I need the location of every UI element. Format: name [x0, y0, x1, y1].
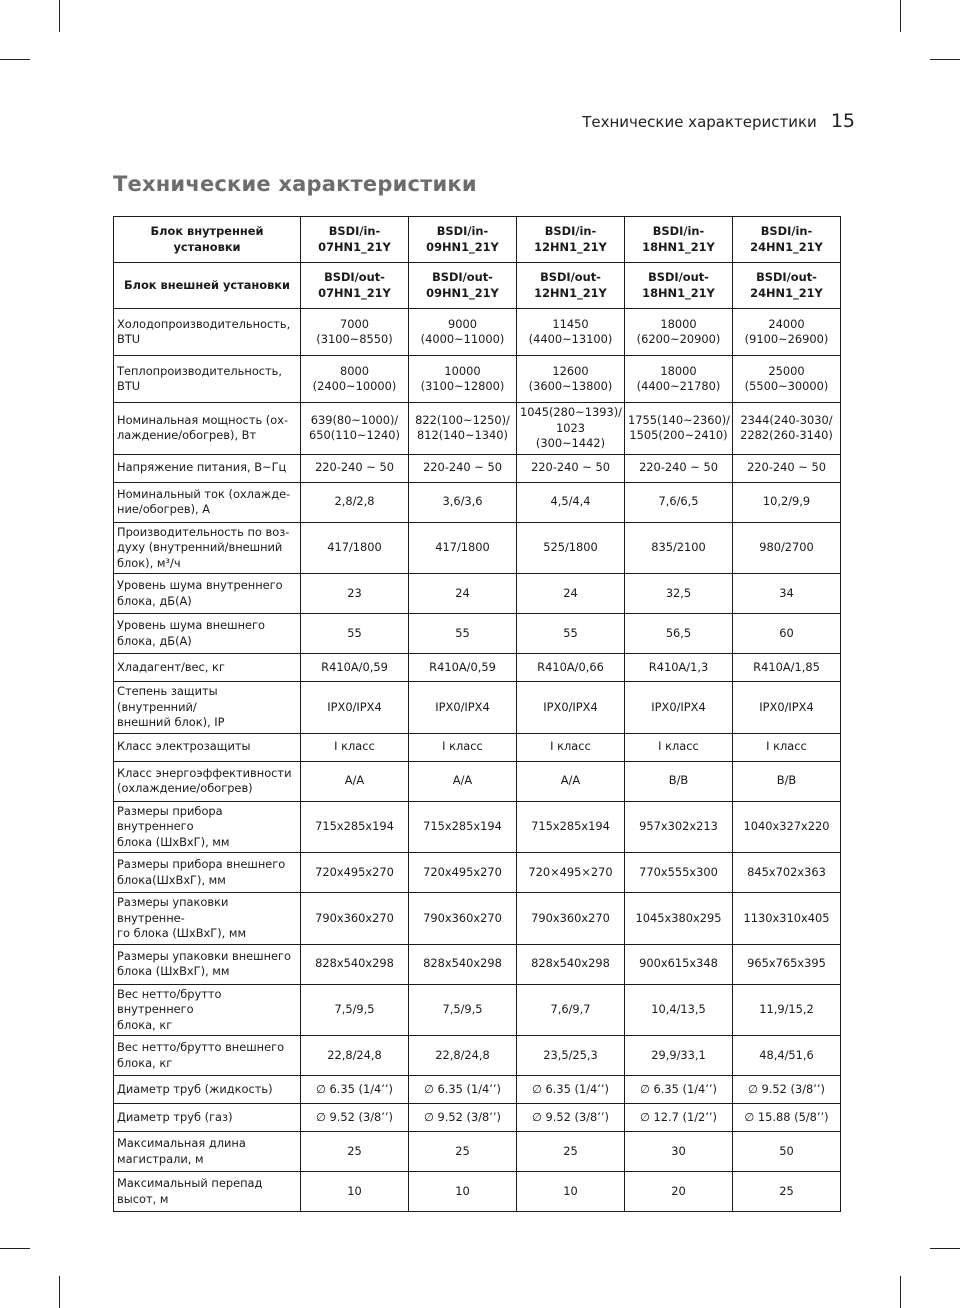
row-label: Диаметр труб (жидкость) [114, 1076, 301, 1104]
crop-mark [0, 1248, 30, 1249]
value-cell: 10 [409, 1172, 517, 1212]
row-label: Вес нетто/брутто внешнего блока, кг [114, 1036, 301, 1076]
value-cell: A/A [301, 761, 409, 801]
row-label: Уровень шума внешнего блока, дБ(А) [114, 614, 301, 654]
table-row [114, 801, 841, 853]
value-cell: 845x702x363 [733, 853, 841, 893]
value-cell: 220-240 ~ 50 [733, 454, 841, 482]
model-cell: BSDI/out- 18HN1_21Y [625, 263, 733, 309]
value-cell: IPX0/IPX4 [733, 682, 841, 734]
row-label: Размеры прибора внешнего блока(ШхВхГ), мм [114, 853, 301, 893]
value-cell: 828x540x298 [301, 944, 409, 984]
row-label: Размеры упаковки внешнего блока (ШхВхГ), мм [114, 944, 301, 984]
value-cell: 828x540x298 [409, 944, 517, 984]
value-cell: 24 [409, 574, 517, 614]
spec-table-body [114, 217, 841, 1212]
value-cell: 55 [301, 614, 409, 654]
value-cell: 7,5/9,5 [301, 984, 409, 1036]
value-cell: 23 [301, 574, 409, 614]
value-cell: 715x285x194 [301, 801, 409, 853]
crop-mark [900, 1276, 901, 1308]
row-label: Максимальная длина магистрали, м [114, 1132, 301, 1172]
row-label: Вес нетто/брутто внутреннего блока, кг [114, 984, 301, 1036]
value-cell: 10000 (3100~12800) [409, 356, 517, 403]
value-cell: 7,6/9,7 [517, 984, 625, 1036]
value-cell: 965x765x395 [733, 944, 841, 984]
value-cell: 55 [409, 614, 517, 654]
page-title: Технические характеристики [113, 172, 477, 196]
value-cell: 7,5/9,5 [409, 984, 517, 1036]
value-cell: 56,5 [625, 614, 733, 654]
value-cell: 29,9/33,1 [625, 1036, 733, 1076]
value-cell: 770x555x300 [625, 853, 733, 893]
value-cell: ∅ 6.35 (1/4’’) [517, 1076, 625, 1104]
value-cell: 10,2/9,9 [733, 482, 841, 522]
value-cell: 220-240 ~ 50 [517, 454, 625, 482]
value-cell: R410A/1,3 [625, 654, 733, 682]
value-cell: 715x285x194 [517, 801, 625, 853]
crop-mark [59, 1276, 60, 1308]
value-cell: ∅ 6.35 (1/4’’) [301, 1076, 409, 1104]
header-section-title: Технические характеристики [582, 113, 817, 131]
value-cell: 18000 (6200~20900) [625, 309, 733, 356]
value-cell: IPX0/IPX4 [625, 682, 733, 734]
value-cell: 7000 (3100~8550) [301, 309, 409, 356]
value-cell: 7,6/6,5 [625, 482, 733, 522]
value-cell: 10 [517, 1172, 625, 1212]
table-row [114, 984, 841, 1036]
value-cell: 10 [301, 1172, 409, 1212]
value-cell: ∅ 6.35 (1/4’’) [409, 1076, 517, 1104]
value-cell: I класс [301, 733, 409, 761]
value-cell: 2344(240-3030/ 2282(260-3140) [733, 403, 841, 455]
value-cell: 10,4/13,5 [625, 984, 733, 1036]
table-row [114, 454, 841, 482]
value-cell: 22,8/24,8 [301, 1036, 409, 1076]
row-label: Класс энергоэффективности (охлаждение/обогрев) [114, 761, 301, 801]
value-cell: 3,6/3,6 [409, 482, 517, 522]
value-cell: 957x302x213 [625, 801, 733, 853]
value-cell: 24000 (9100~26900) [733, 309, 841, 356]
model-cell: BSDI/out- 12HN1_21Y [517, 263, 625, 309]
value-cell: 720x495x270 [409, 853, 517, 893]
value-cell: ∅ 12.7 (1/2’’) [625, 1104, 733, 1132]
row-label: Холодопроизводительность, BTU [114, 309, 301, 356]
value-cell: ∅ 9.52 (3/8’’) [517, 1104, 625, 1132]
value-cell: 23,5/25,3 [517, 1036, 625, 1076]
model-cell: BSDI/in- 24HN1_21Y [733, 217, 841, 263]
value-cell: IPX0/IPX4 [517, 682, 625, 734]
value-cell: 1755(140~2360)/ 1505(200~2410) [625, 403, 733, 455]
model-cell: BSDI/in- 07HN1_21Y [301, 217, 409, 263]
value-cell: 639(80~1000)/ 650(110~1240) [301, 403, 409, 455]
value-cell: ∅ 15.88 (5/8’’) [733, 1104, 841, 1132]
table-row [114, 1104, 841, 1132]
value-cell: 835/2100 [625, 522, 733, 574]
row-label: Степень защиты (внутренний/ внешний блок), IP [114, 682, 301, 734]
crop-mark [930, 59, 960, 60]
value-cell: 11,9/15,2 [733, 984, 841, 1036]
value-cell: R410A/1,85 [733, 654, 841, 682]
value-cell: 25 [409, 1132, 517, 1172]
spec-table [113, 216, 841, 1212]
value-cell: 900x615x348 [625, 944, 733, 984]
value-cell: 1045(280~1393)/ 1023 (300~1442) [517, 403, 625, 455]
row-label: Класс электрозащиты [114, 733, 301, 761]
value-cell: 8000 (2400~10000) [301, 356, 409, 403]
value-cell: R410A/0,59 [409, 654, 517, 682]
value-cell: I класс [409, 733, 517, 761]
table-row [114, 682, 841, 734]
model-cell: BSDI/in- 12HN1_21Y [517, 217, 625, 263]
row-label: Диаметр труб (газ) [114, 1104, 301, 1132]
value-cell: 790x360x270 [409, 893, 517, 945]
value-cell: R410A/0,59 [301, 654, 409, 682]
row-label: Уровень шума внутреннего блока, дБ(А) [114, 574, 301, 614]
table-row [114, 1132, 841, 1172]
row-label: Хладагент/вес, кг [114, 654, 301, 682]
table-row [114, 733, 841, 761]
value-cell: 25000 (5500~30000) [733, 356, 841, 403]
value-cell: 12600 (3600~13800) [517, 356, 625, 403]
value-cell: 50 [733, 1132, 841, 1172]
value-cell: 1045x380x295 [625, 893, 733, 945]
value-cell: 525/1800 [517, 522, 625, 574]
value-cell: 220-240 ~ 50 [301, 454, 409, 482]
model-cell: BSDI/out- 07HN1_21Y [301, 263, 409, 309]
value-cell: 790x360x270 [301, 893, 409, 945]
value-cell: 60 [733, 614, 841, 654]
value-cell: 790x360x270 [517, 893, 625, 945]
value-cell: 1040x327x220 [733, 801, 841, 853]
row-label: Номинальная мощность (ох- лаждение/обогрев), Вт [114, 403, 301, 455]
table-row [114, 893, 841, 945]
value-cell: 34 [733, 574, 841, 614]
value-cell: 4,5/4,4 [517, 482, 625, 522]
value-cell: I класс [517, 733, 625, 761]
value-cell: ∅ 9.52 (3/8’’) [733, 1076, 841, 1104]
value-cell: A/A [517, 761, 625, 801]
value-cell: 30 [625, 1132, 733, 1172]
value-cell: 22,8/24,8 [409, 1036, 517, 1076]
value-cell: 417/1800 [301, 522, 409, 574]
value-cell: 32,5 [625, 574, 733, 614]
row-label: Максимальный перепад высот, м [114, 1172, 301, 1212]
value-cell: ∅ 9.52 (3/8’’) [301, 1104, 409, 1132]
crop-mark [59, 0, 60, 32]
table-row [114, 309, 841, 356]
value-cell: 417/1800 [409, 522, 517, 574]
value-cell: I класс [733, 733, 841, 761]
value-cell: 720x495x270 [301, 853, 409, 893]
header-label-indoor: Блок внутренней установки [114, 217, 301, 263]
model-cell: BSDI/out- 24HN1_21Y [733, 263, 841, 309]
value-cell: IPX0/IPX4 [409, 682, 517, 734]
value-cell: 25 [733, 1172, 841, 1212]
model-cell: BSDI/in- 18HN1_21Y [625, 217, 733, 263]
row-label: Производительность по воз- духу (внутренний/внешний блок), м³/ч [114, 522, 301, 574]
value-cell: R410A/0,66 [517, 654, 625, 682]
value-cell: 2,8/2,8 [301, 482, 409, 522]
table-row [114, 403, 841, 455]
row-label: Теплопроизводительность, BTU [114, 356, 301, 403]
value-cell: B/B [625, 761, 733, 801]
value-cell: 48,4/51,6 [733, 1036, 841, 1076]
value-cell: 25 [301, 1132, 409, 1172]
value-cell: 828x540x298 [517, 944, 625, 984]
value-cell: 24 [517, 574, 625, 614]
table-row [114, 761, 841, 801]
value-cell: 1130x310x405 [733, 893, 841, 945]
table-row [114, 654, 841, 682]
table-header-row-outdoor [114, 263, 841, 309]
table-row [114, 944, 841, 984]
value-cell: B/B [733, 761, 841, 801]
value-cell: 220-240 ~ 50 [409, 454, 517, 482]
table-row [114, 853, 841, 893]
value-cell: 980/2700 [733, 522, 841, 574]
row-label: Размеры прибора внутреннего блока (ШхВхГ), мм [114, 801, 301, 853]
row-label: Напряжение питания, В~Гц [114, 454, 301, 482]
value-cell: 220-240 ~ 50 [625, 454, 733, 482]
table-row [114, 1036, 841, 1076]
running-header [582, 110, 855, 132]
value-cell: ∅ 6.35 (1/4’’) [625, 1076, 733, 1104]
value-cell: 715x285x194 [409, 801, 517, 853]
value-cell: 20 [625, 1172, 733, 1212]
value-cell: 9000 (4000~11000) [409, 309, 517, 356]
value-cell: ∅ 9.52 (3/8’’) [409, 1104, 517, 1132]
value-cell: 18000 (4400~21780) [625, 356, 733, 403]
row-label: Номинальный ток (охлажде- ние/обогрев), А [114, 482, 301, 522]
value-cell: 720×495×270 [517, 853, 625, 893]
value-cell: IPX0/IPX4 [301, 682, 409, 734]
crop-mark [0, 59, 30, 60]
table-row [114, 574, 841, 614]
value-cell: A/A [409, 761, 517, 801]
value-cell: 11450 (4400~13100) [517, 309, 625, 356]
value-cell: 25 [517, 1132, 625, 1172]
table-header-row-indoor [114, 217, 841, 263]
value-cell: I класс [625, 733, 733, 761]
row-label: Размеры упаковки внутренне- го блока (ШхВхГ), мм [114, 893, 301, 945]
page-number: 15 [830, 110, 855, 132]
header-label-outdoor: Блок внешней установки [114, 263, 301, 309]
value-cell: 55 [517, 614, 625, 654]
value-cell: 822(100~1250)/ 812(140~1340) [409, 403, 517, 455]
crop-mark [930, 1248, 960, 1249]
table-row [114, 482, 841, 522]
table-row [114, 1172, 841, 1212]
table-row [114, 356, 841, 403]
table-row [114, 614, 841, 654]
table-row [114, 1076, 841, 1104]
crop-mark [900, 0, 901, 32]
model-cell: BSDI/out- 09HN1_21Y [409, 263, 517, 309]
model-cell: BSDI/in- 09HN1_21Y [409, 217, 517, 263]
table-row [114, 522, 841, 574]
